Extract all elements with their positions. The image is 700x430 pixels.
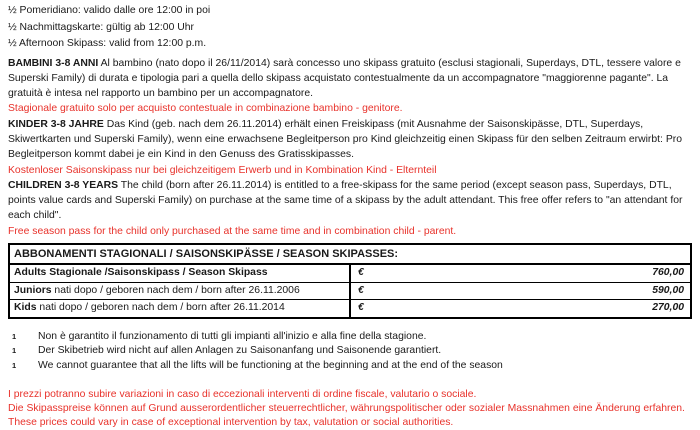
kids-label-rest: nati dopo / geboren nach dem / born after 26.11.2014: [39, 302, 285, 314]
kids-label: [9, 300, 350, 318]
table-row-juniors: [9, 282, 691, 300]
table-row-kids: [9, 300, 691, 318]
paragraph-bambini-body: Al bambino (nato dopo il 26/11/2014) sarà concesso uno skipass gratuito (esclusi stagionali, Superdays, DTL, tessere valore e Superski Family) di durata e tipologia pari a quella dello skipass acquistato contestualmente da un accompagnatore "maggiorenne pagante". La gratuità è intesa nel rapporto un bambino per un accompagnatore.: [8, 57, 681, 100]
footnote-marker: 1: [12, 331, 17, 341]
currency-symbol: €: [358, 284, 364, 296]
kids-label-bold: Kids: [14, 302, 37, 314]
disclaimer-italian: I prezzi potranno subire variazioni in caso di eccezionali interventi di ordine fiscale, valutario o sociale.: [8, 388, 477, 400]
juniors-price-value: 590,00: [652, 284, 684, 296]
footnote-marker: 1: [12, 346, 17, 356]
halfday-line-german: ½ Nachmittagskarte: gültig ab 12:00 Uhr: [8, 21, 194, 33]
adults-price: [355, 266, 686, 281]
paragraph-kinder-title: KINDER 3-8 JAHRE: [8, 118, 104, 130]
footnote-english-text: We cannot guarantee that all the lifts will be functioning at the beginning and at the end of the season: [38, 360, 503, 372]
adults-label: [9, 264, 350, 282]
paragraph-kinder-note: Kostenloser Saisonskipass nur bei gleichzeitigem Erwerb und in Kombination Kind - Elternteil: [8, 164, 437, 176]
adults-label-bold: Adults Stagionale /Saisonskipass / Season Skipass: [14, 267, 268, 279]
paragraph-children-note: Free season pass for the child only purchased at the same time and in combination child - parent.: [8, 225, 457, 237]
halfday-line-italian: ½ Pomeridiano: valido dalle ore 12:00 in poi: [8, 5, 211, 16]
price-change-disclaimer: [8, 388, 692, 430]
juniors-price: [355, 284, 686, 299]
footnote-marker: 1: [12, 361, 17, 371]
footnote-english: [8, 359, 692, 374]
halfday-validity-section: [8, 3, 692, 53]
paragraph-kinder: [8, 117, 692, 178]
kids-price: [355, 301, 686, 316]
adults-price-value: 760,00: [652, 267, 684, 279]
table-row-adults: [9, 264, 691, 282]
footnote-german: [8, 344, 692, 359]
halfday-line-english: ½ Afternoon Skipass: valid from 12:00 p.m.: [8, 38, 207, 49]
currency-symbol: €: [358, 302, 364, 314]
adults-price-cell: [350, 264, 691, 282]
juniors-label: [9, 282, 350, 300]
paragraph-bambini: [8, 56, 692, 117]
footnote-german-text: Der Skibetrieb wird nicht auf allen Anlagen zu Saisonanfang und Saisonende garantiert.: [38, 345, 442, 357]
disclaimer-german: Die Skipasspreise können auf Grund ausserordentlicher steuerrechtlicher, währungspolitischer oder sozialer Massnahmen eine Änderung erfahren.: [8, 402, 685, 414]
juniors-label-bold: Juniors: [14, 284, 52, 296]
paragraph-children: [8, 178, 692, 239]
currency-symbol: €: [358, 267, 364, 279]
kids-price-value: 270,00: [652, 302, 684, 314]
footnote-italian: [8, 330, 692, 345]
disclaimer-english: These prices could vary in case of exceptional intervention by tax, valutation or social authorities.: [8, 416, 454, 428]
kids-price-cell: [350, 300, 691, 318]
paragraph-bambini-note: Stagionale gratuito solo per acquisto contestuale in combinazione bambino - genitore.: [8, 103, 403, 115]
table-header-row: [9, 244, 691, 264]
paragraph-children-title: CHILDREN 3-8 YEARS: [8, 179, 119, 191]
season-skipass-table: [8, 243, 692, 319]
footnote-italian-text: Non è garantito il funzionamento di tutti gli impianti all'inizio e alla fine della stagione.: [38, 330, 427, 342]
paragraph-kinder-body: Das Kind (geb. nach dem 26.11.2014) erhält einen Freiskipass (mit Ausnahme der Saisonskipässe, DTL, Superdays, Skiwertkarten und Superski Family), wenn eine erwachsene Begleitperson pro Kind gleichzeitig einen Skipass für den selben Zeitraum erwirbt: Pro Begleitperson kommt dabei je ein Kind in den Genuss des Gratisskipasses.: [8, 118, 682, 161]
footnotes-section: [8, 330, 692, 374]
paragraph-bambini-title: BAMBINI 3-8 ANNI: [8, 57, 99, 69]
table-header: ABBONAMENTI STAGIONALI / SAISONSKIPÄSSE / SEASON SKIPASSES:: [9, 244, 691, 264]
paragraph-children-body: The child (born after 26.11.2014) is entitled to a free-skipass for the same period (except season pass, Superdays, DTL, points value cards and Superski Family) on purchase at the same time of a skipass by the adult attendant. This free offer refers to "an attendant for each child".: [8, 179, 683, 222]
juniors-label-rest: nati dopo / geboren nach dem / born after 26.11.2006: [54, 284, 300, 296]
juniors-price-cell: [350, 282, 691, 300]
